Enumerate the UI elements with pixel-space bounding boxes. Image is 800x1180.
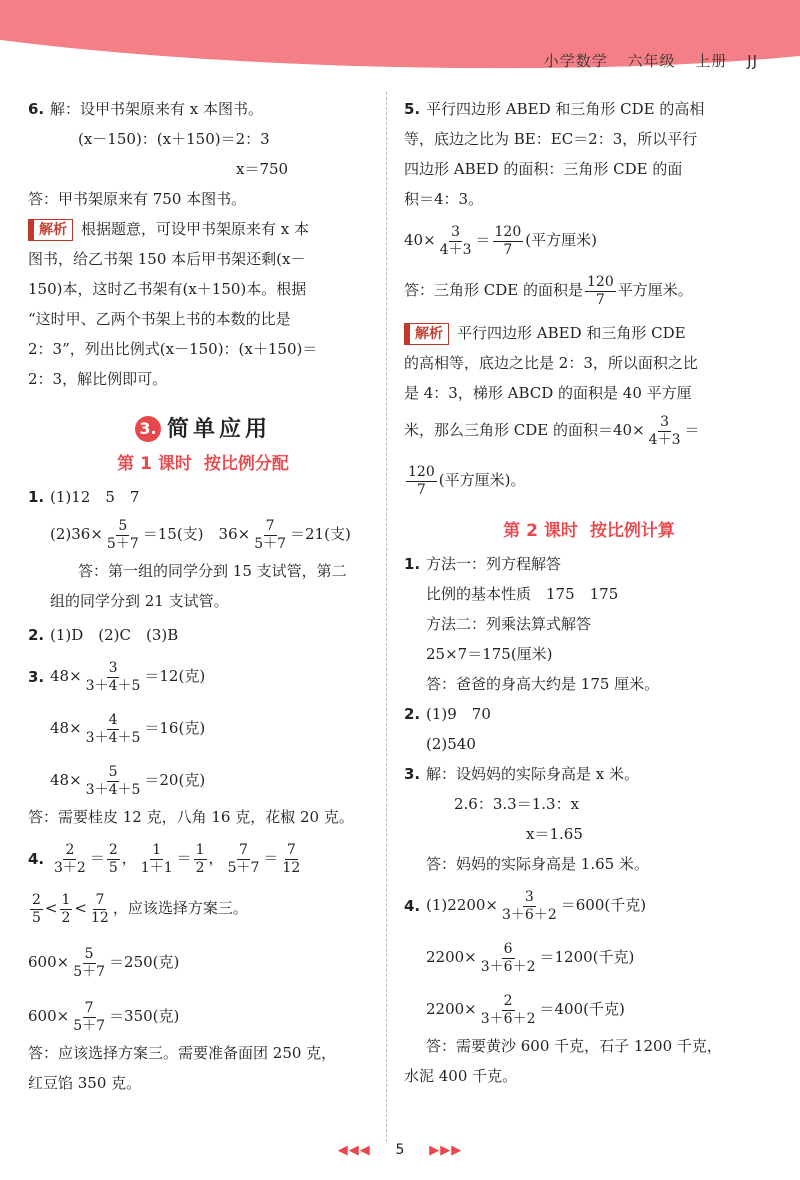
formula-line: 40× $\frac{3}{4+3}$ ＝ $\frac{120}{7}$ (平方厘米): [404, 223, 597, 258]
fraction: $\frac{120}{7}$: [494, 223, 522, 258]
answer-line: 解：设妈妈的实际身高是 x 米。: [426, 765, 639, 783]
formula-line: 48× $\frac{3}{3+4+5}$ ＝12(克): [50, 659, 206, 694]
formula-text: (2)36×: [50, 525, 103, 543]
formula-line: 48× $\frac{5}{3+4+5}$ ＝20(克): [50, 763, 206, 798]
header-edition: JJ: [747, 52, 758, 70]
lesson2-question-2: [404, 699, 774, 759]
fraction: $\frac{1}{1+1}$: [140, 841, 173, 876]
formula-line: 2200× $\frac{2}{3+6+2}$ ＝400(千克): [426, 992, 625, 1027]
question-number: 2.: [404, 705, 421, 723]
answer-line: 解：设甲书架原来有 x 本图书。: [50, 100, 263, 118]
question-number: 4.: [404, 897, 421, 915]
question-number: 6.: [28, 100, 45, 118]
lesson-title: [28, 449, 378, 474]
formula-line: 2200× $\frac{6}{3+6+2}$ ＝1200(千克): [426, 940, 635, 975]
lesson1-question-4: [28, 836, 378, 1098]
lesson2-question-3: [404, 759, 774, 879]
answer-line: 方法一：列方程解答: [426, 555, 562, 573]
analysis-text: 是 4：3，梯形 ABCD 的面积是 40 平方厘: [404, 384, 692, 402]
answer-line: 答：应该选择方案三。需要准备面团 250 克，: [28, 1044, 337, 1062]
analysis-text: 的高相等，底边之比是 2：3，所以面积之比: [404, 354, 698, 372]
fraction: $\frac{3}{4+3}$: [439, 223, 472, 258]
fraction: $\frac{7}{12}$: [282, 841, 301, 876]
lesson1-question-3: [28, 654, 378, 832]
analysis-text: 2：3，解比例即可。: [28, 370, 168, 388]
answer-line: (1)9 70: [426, 705, 491, 723]
section-title-text: 简单应用: [166, 417, 271, 442]
question-number: 2.: [28, 626, 45, 644]
formula-text: ＝15(支) 36×: [142, 525, 251, 543]
formula-line: 600× $\frac{5}{5+7}$ ＝250(克): [28, 945, 180, 980]
fraction: $\frac{3}{3+6+2}$: [502, 888, 557, 923]
prev-arrows-icon: ◀◀◀: [337, 1143, 371, 1158]
lesson2-question-1: [404, 549, 774, 699]
page-number: 5: [395, 1142, 405, 1158]
question-number: 4.: [28, 850, 45, 868]
question-number: 1.: [28, 488, 45, 506]
lesson-label: 第 1 课时: [117, 454, 192, 474]
answer-line: 答：甲书架原来有 750 本图书。: [28, 190, 247, 208]
fraction: $\frac{7}{12}$: [91, 891, 109, 926]
answer-line: (2)540: [426, 735, 476, 753]
answer-line: 四边形 ABED 的面积：三角形 CDE 的面: [404, 160, 683, 178]
lesson2-question-4: [404, 883, 774, 1091]
header-grade: 六年级: [627, 52, 676, 70]
question-6: [28, 94, 378, 394]
equation-line: (x－150)：(x＋150)＝2：3: [78, 130, 270, 148]
lesson-title: [404, 516, 774, 541]
equation-line: 2.6：3.3＝1.3：x: [454, 795, 580, 813]
answer-line: 平行四边形 ABED 和三角形 CDE 的高相: [426, 100, 705, 118]
answer-line: 25×7＝175(厘米): [426, 645, 553, 663]
comparison-line: $\frac{2}{5}$ < $\frac{1}{2}$ < $\frac{7}{12}$ ，应该选择方案三。: [32, 891, 248, 926]
lesson1-question-1: [28, 482, 378, 616]
fraction: $\frac{7}{5+7}$: [73, 999, 106, 1034]
answer-line: 等，底边之比为 BE：EC＝2：3，所以平行: [404, 130, 698, 148]
answer-line: 红豆馅 350 克。: [28, 1074, 142, 1092]
analysis-text: 2：3”，列出比例式(x－150)：(x＋150)＝: [28, 340, 318, 358]
analysis-tag: 解析: [28, 219, 73, 241]
running-header: [544, 50, 758, 71]
answer-line: 答：妈妈的实际身高是 1.65 米。: [426, 855, 649, 873]
column-divider: [386, 92, 387, 1142]
answer-line: 答：需要桂皮 12 克，八角 16 克，花椒 20 克。: [28, 808, 354, 826]
fraction: $\frac{6}{3+6+2}$: [480, 940, 536, 975]
answer-line: (1)D (2)C (3)B: [50, 626, 179, 644]
lesson-name: 按比例分配: [203, 454, 289, 474]
fraction: $\frac{120}{7}$: [587, 273, 614, 308]
equation-line: x＝750: [236, 160, 289, 178]
answer-line: 答：需要黄沙 600 千克，石子 1200 千克，: [426, 1037, 722, 1055]
header-subject: 小学数学: [543, 52, 608, 70]
answer-line: 水泥 400 千克。: [404, 1067, 518, 1085]
question-number: 5.: [404, 100, 421, 118]
fraction: $\frac{7}{5+7}$: [254, 517, 287, 552]
fraction: $\frac{2}{3+6+2}$: [480, 992, 536, 1027]
analysis-formula: $\frac{120}{7}$ (平方厘米)。: [408, 463, 526, 498]
section-title: [28, 412, 378, 443]
formula-line: (1)2200× $\frac{3}{3+6+2}$ ＝600(千克): [426, 888, 647, 923]
answer-line: 积＝4：3。: [404, 190, 484, 208]
answer-line: 比例的基本性质 175 175: [426, 585, 619, 603]
fraction: $\frac{4}{3+4+5}$: [85, 711, 141, 746]
analysis-text: 150)本，这时乙书架有(x＋150)本。根据: [28, 280, 307, 298]
next-arrows-icon: ▶▶▶: [429, 1143, 463, 1158]
question-number: 3.: [404, 765, 421, 783]
lesson-name: 按比例计算: [589, 521, 675, 541]
analysis-text: 图书，给乙书架 150 本后甲书架还剩(x－: [28, 250, 306, 268]
analysis-formula: 米，那么三角形 CDE 的面积＝40× $\frac{3}{4+3}$ ＝: [404, 413, 700, 448]
formula-line: [50, 512, 378, 556]
formula-text: ＝21(支): [290, 525, 351, 543]
analysis-text: 平行四边形 ABED 和三角形 CDE: [457, 324, 686, 342]
fraction: $\frac{5}{5+7}$: [106, 517, 139, 552]
lesson-label: 第 2 课时: [503, 521, 578, 541]
answer-line: 方法二：列乘法算式解答: [426, 615, 592, 633]
answer-line: 答：三角形 CDE 的面积是 $\frac{120}{7}$ 平方厘米。: [404, 273, 693, 308]
right-column: [404, 94, 774, 1091]
formula-line: 48× $\frac{4}{3+4+5}$ ＝16(克): [50, 711, 206, 746]
formula-line: 600× $\frac{7}{5+7}$ ＝350(克): [28, 999, 180, 1034]
section-number: 3.: [135, 416, 161, 442]
answer-line: 答：第一组的同学分到 15 支试管，第二: [78, 562, 347, 580]
fraction: $\frac{1}{2}$: [195, 841, 205, 876]
fraction: $\frac{2}{5}$: [32, 891, 41, 926]
answer-line: (1)12 5 7: [50, 488, 140, 506]
formula-line: $\frac{2}{3+2}$ ＝ $\frac{2}{5}$ ， $\frac{1}{1+1}$ ＝ $\frac{1}{2}$ ， $\frac{7}{5+7}$ ＝ $\frac{7}{12}$: [54, 841, 301, 876]
analysis-text: 根据题意，可设甲书架原来有 x 本: [81, 220, 309, 238]
lesson1-question-2: [28, 620, 378, 650]
answer-line: 答：爸爸的身高大约是 175 厘米。: [426, 675, 660, 693]
fraction: $\frac{7}{5+7}$: [227, 841, 260, 876]
page-footer: [0, 1140, 800, 1158]
fraction: $\frac{5}{3+4+5}$: [85, 763, 141, 798]
answer-line: 组的同学分到 21 支试管。: [50, 592, 229, 610]
comparison-text: ，应该选择方案三。: [112, 899, 248, 917]
fraction: $\frac{5}{5+7}$: [73, 945, 106, 980]
fraction: $\frac{2}{3+2}$: [54, 841, 86, 876]
analysis-tag: 解析: [404, 323, 449, 345]
question-5: [404, 94, 774, 502]
fraction: $\frac{2}{5}$: [108, 841, 118, 876]
fraction: $\frac{1}{2}$: [61, 891, 71, 926]
analysis-text: “这时甲、乙两个书架上书的本数的比是: [28, 310, 291, 328]
header-volume: 上册: [695, 52, 728, 70]
fraction: $\frac{3}{4+3}$: [648, 413, 681, 448]
question-number: 3.: [28, 668, 45, 686]
fraction: $\frac{120}{7}$: [408, 463, 435, 498]
left-column: [28, 94, 378, 1098]
fraction: $\frac{3}{3+4+5}$: [85, 659, 141, 694]
equation-line: x＝1.65: [526, 825, 583, 843]
question-number: 1.: [404, 555, 421, 573]
